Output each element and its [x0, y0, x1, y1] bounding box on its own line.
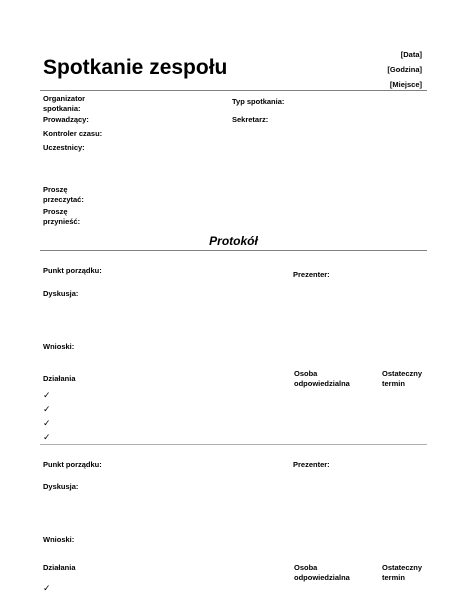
discussion-label: Dyskusja:	[43, 482, 79, 491]
section-divider	[40, 444, 427, 445]
minutes-heading: Protokół	[209, 234, 258, 248]
responsible-label: Osoba odpowiedzialna	[294, 563, 350, 582]
please-bring-label: Proszę przynieść:	[43, 207, 81, 226]
place-field[interactable]: [Miejsce]	[389, 80, 422, 89]
agenda-item-label: Punkt porządku:	[43, 266, 102, 275]
timekeeper-label: Kontroler czasu:	[43, 129, 103, 138]
minutes-divider	[40, 250, 427, 251]
action-checkmark[interactable]: ✓	[43, 390, 51, 400]
organizer-label: Organizator spotkania:	[43, 94, 86, 113]
actions-label: Działania	[43, 563, 76, 572]
agenda-item-label: Punkt porządku:	[43, 460, 102, 469]
discussion-label: Dyskusja:	[43, 289, 79, 298]
conclusions-label: Wnioski:	[43, 342, 75, 351]
deadline-label: Ostateczny termin	[382, 369, 423, 388]
please-read-label: Proszę przeczytać:	[43, 185, 84, 204]
conclusions-label: Wnioski:	[43, 535, 75, 544]
action-checkmark[interactable]: ✓	[43, 418, 51, 428]
time-field[interactable]: [Godzina]	[387, 65, 422, 74]
presenter-label: Prezenter:	[293, 270, 330, 279]
presenter-label: Prezenter:	[293, 460, 330, 469]
attendees-label: Uczestnicy:	[43, 143, 85, 152]
action-checkmark[interactable]: ✓	[43, 583, 51, 593]
facilitator-label: Prowadzący:	[43, 115, 89, 124]
responsible-label: Osoba odpowiedzialna	[294, 369, 350, 388]
action-checkmark[interactable]: ✓	[43, 432, 51, 442]
date-field[interactable]: [Data]	[400, 50, 422, 59]
secretary-label: Sekretarz:	[232, 115, 269, 124]
action-checkmark[interactable]: ✓	[43, 404, 51, 414]
header-divider	[40, 90, 427, 91]
actions-label: Działania	[43, 374, 76, 383]
page-title: Spotkanie zespołu	[43, 56, 228, 79]
meeting-type-label: Typ spotkania:	[232, 97, 285, 106]
deadline-label: Ostateczny termin	[382, 563, 423, 582]
